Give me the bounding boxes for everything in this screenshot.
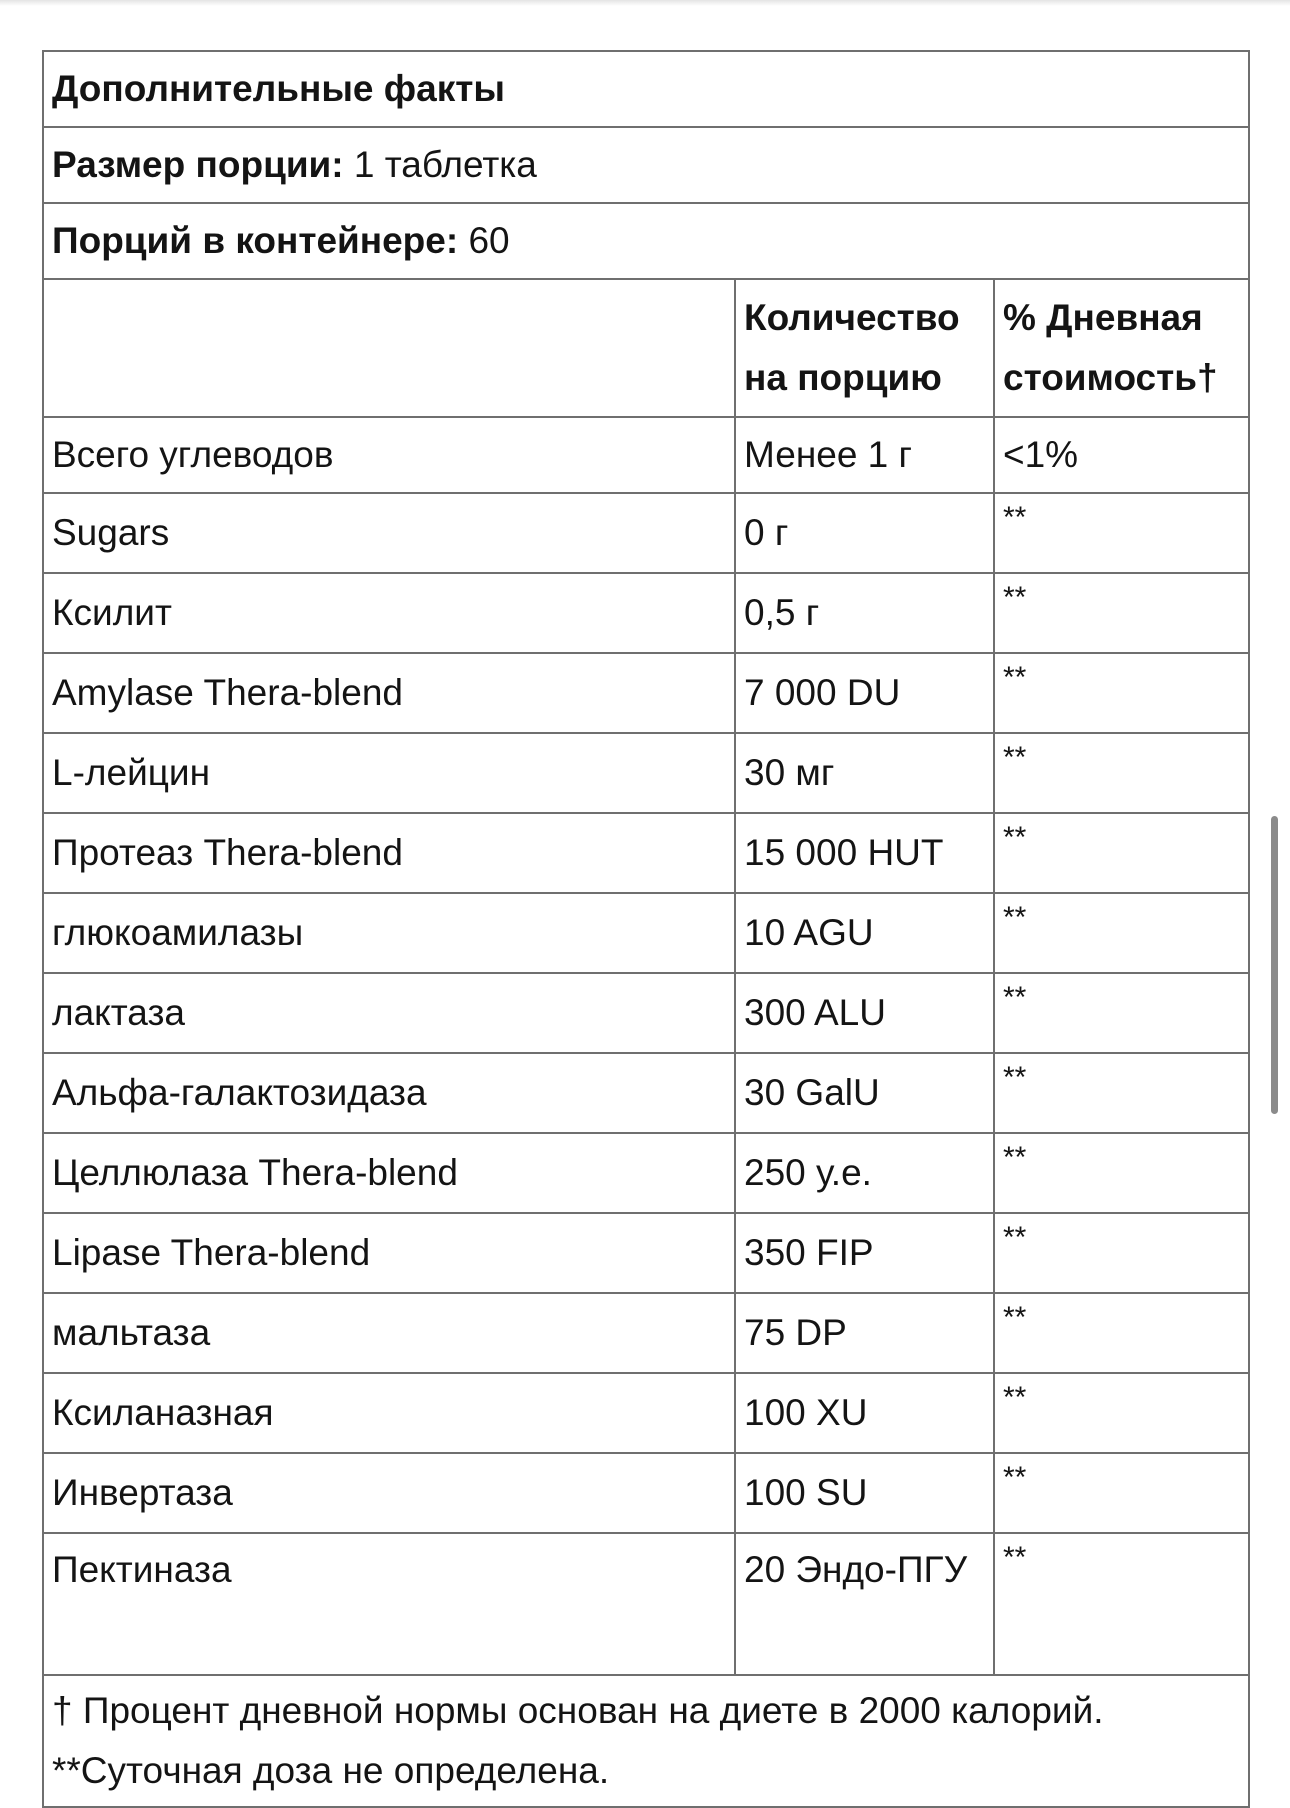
nutrient-daily-value: ** [994, 573, 1249, 653]
table-row [43, 573, 1249, 653]
nutrient-name: Lipase Thera-blend [43, 1213, 735, 1293]
nutrient-daily-value: ** [994, 1533, 1249, 1675]
serving-size-row [43, 127, 1249, 203]
nutrient-amount: 30 мг [735, 733, 994, 813]
nutrient-daily-value: ** [994, 1373, 1249, 1453]
nutrient-name: Целлюлаза Thera-blend [43, 1133, 735, 1213]
table-row [43, 1213, 1249, 1293]
nutrient-name: глюкоамилазы [43, 893, 735, 973]
title-row [43, 51, 1249, 127]
nutrient-amount: 100 XU [735, 1373, 994, 1453]
nutrient-amount: 75 DP [735, 1293, 994, 1373]
table-row [43, 973, 1249, 1053]
nutrient-name: Пектиназа [43, 1533, 735, 1675]
table-row [43, 893, 1249, 973]
nutrient-daily-value: ** [994, 1453, 1249, 1533]
table-row [43, 417, 1249, 493]
header-blank-cell [43, 279, 735, 417]
nutrient-amount: Менее 1 г [735, 417, 994, 493]
supplement-facts-table [42, 50, 1250, 1808]
nutrient-daily-value: ** [994, 1053, 1249, 1133]
top-edge-shadow [0, 0, 1290, 6]
footnote-not-established: **Суточная доза не определена. [52, 1750, 610, 1791]
nutrient-rows [43, 417, 1249, 1675]
nutrient-name: Sugars [43, 493, 735, 573]
column-header-row [43, 279, 1249, 417]
nutrient-name: Ксиланазная [43, 1373, 735, 1453]
nutrient-name: Amylase Thera-blend [43, 653, 735, 733]
servings-per-container-row [43, 203, 1249, 279]
nutrient-name: Ксилит [43, 573, 735, 653]
nutrient-amount: 0 г [735, 493, 994, 573]
nutrient-amount: 30 GalU [735, 1053, 994, 1133]
nutrient-name: Инвертаза [43, 1453, 735, 1533]
nutrient-amount: 10 AGU [735, 893, 994, 973]
nutrient-name: лактаза [43, 973, 735, 1053]
serving-size-label: Размер порции: [52, 144, 344, 185]
table-row [43, 653, 1249, 733]
nutrient-name: мальтаза [43, 1293, 735, 1373]
serving-size-value: 1 таблетка [353, 144, 537, 185]
table-row [43, 1133, 1249, 1213]
nutrient-daily-value: ** [994, 973, 1249, 1053]
amount-per-serving-header: Количество на порцию [735, 279, 994, 417]
table-row [43, 813, 1249, 893]
nutrient-amount: 250 у.е. [735, 1133, 994, 1213]
nutrient-daily-value: ** [994, 1293, 1249, 1373]
table-title: Дополнительные факты [43, 51, 1249, 127]
servings-per-container-label: Порций в контейнере: [52, 220, 459, 261]
nutrient-daily-value: <1% [994, 417, 1249, 493]
daily-value-header: % Дневная стоимость† [994, 279, 1249, 417]
table-row [43, 1293, 1249, 1373]
vertical-scrollbar[interactable] [1271, 816, 1278, 1114]
nutrient-daily-value: ** [994, 653, 1249, 733]
servings-per-container-value: 60 [468, 220, 510, 261]
nutrient-amount: 100 SU [735, 1453, 994, 1533]
nutrient-amount: 350 FIP [735, 1213, 994, 1293]
footnote [43, 1675, 1249, 1807]
nutrient-daily-value: ** [994, 893, 1249, 973]
nutrient-name: Всего углеводов [43, 417, 735, 493]
nutrient-name: Протеаз Thera-blend [43, 813, 735, 893]
table-row [43, 493, 1249, 573]
table-row [43, 733, 1249, 813]
nutrient-name: L-лейцин [43, 733, 735, 813]
footnote-daily-value: † Процент дневной нормы основан на диете в 2000 калорий. [52, 1690, 1104, 1731]
table-row [43, 1053, 1249, 1133]
footnote-row [43, 1675, 1249, 1807]
nutrient-daily-value: ** [994, 493, 1249, 573]
nutrient-amount: 0,5 г [735, 573, 994, 653]
nutrient-daily-value: ** [994, 1213, 1249, 1293]
nutrient-amount: 15 000 HUT [735, 813, 994, 893]
nutrient-daily-value: ** [994, 813, 1249, 893]
nutrient-amount: 20 Эндо-ПГУ [735, 1533, 994, 1675]
nutrient-daily-value: ** [994, 733, 1249, 813]
nutrient-amount: 300 ALU [735, 973, 994, 1053]
table-row [43, 1453, 1249, 1533]
table-row [43, 1533, 1249, 1675]
nutrient-amount: 7 000 DU [735, 653, 994, 733]
nutrient-name: Альфа-галактозидаза [43, 1053, 735, 1133]
nutrient-daily-value: ** [994, 1133, 1249, 1213]
table-row [43, 1373, 1249, 1453]
